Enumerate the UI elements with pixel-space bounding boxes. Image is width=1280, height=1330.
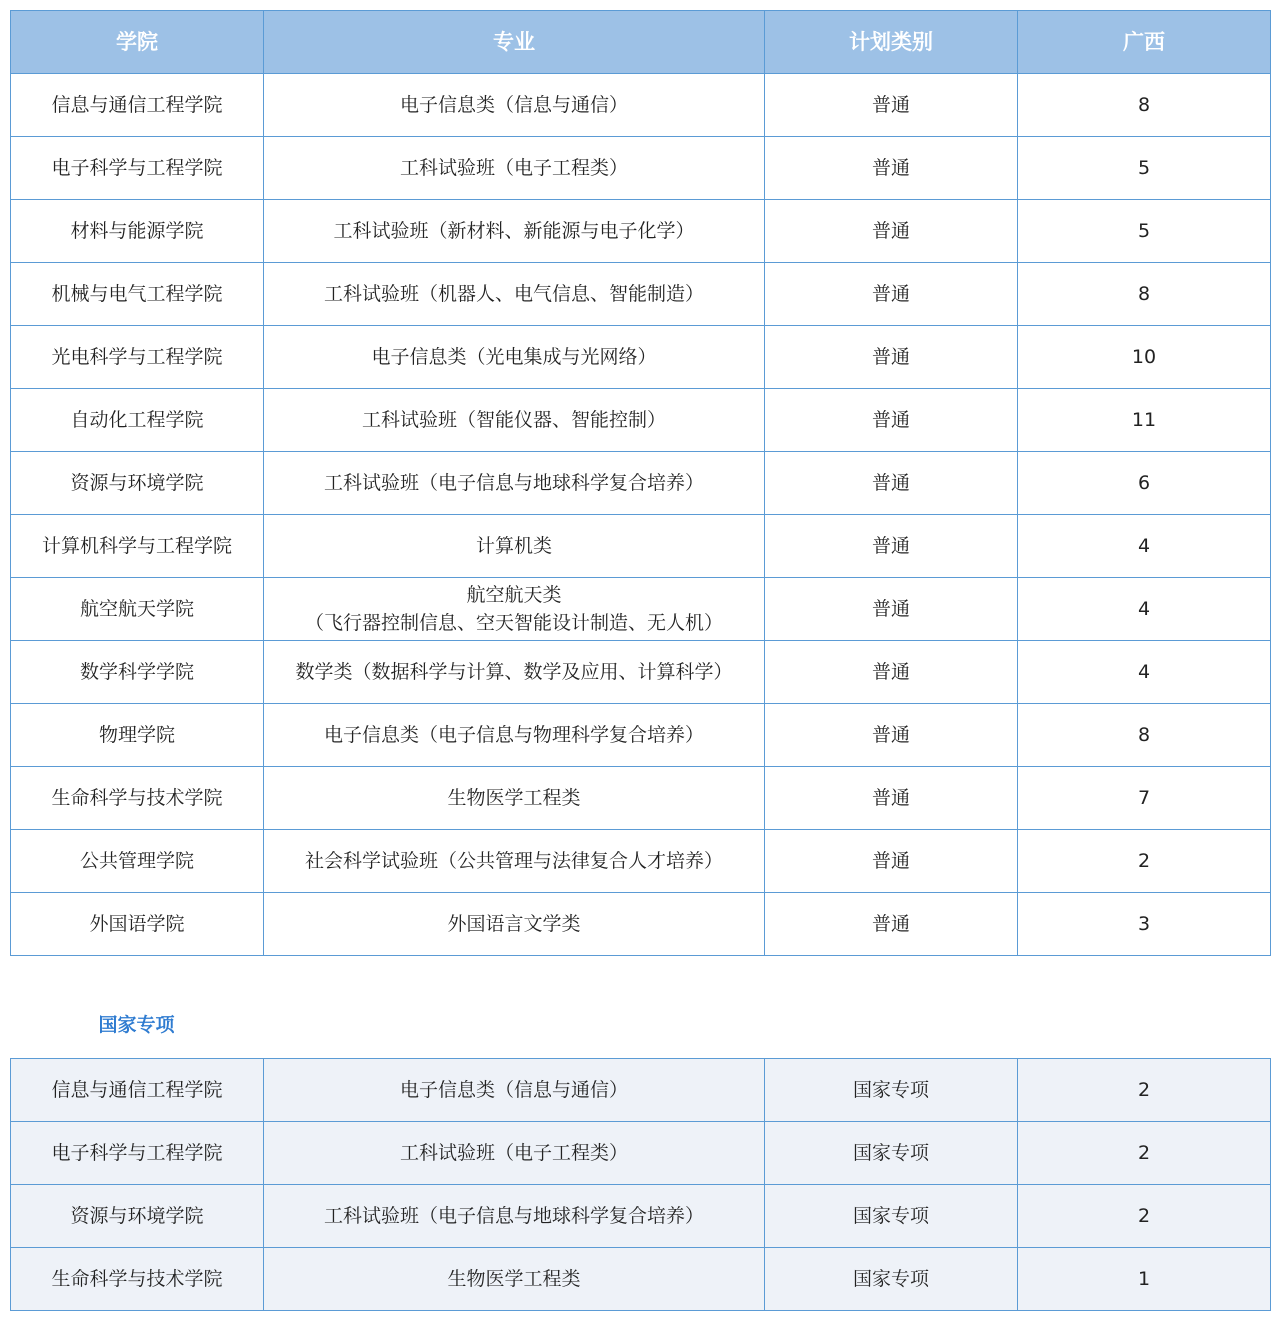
table-row	[11, 830, 1271, 893]
college-cell: 生命科学与技术学院	[11, 767, 264, 830]
quota-cell: 1	[1018, 1248, 1271, 1311]
college-cell: 信息与通信工程学院	[11, 1059, 264, 1122]
table-row	[11, 263, 1271, 326]
college-cell: 电子科学与工程学院	[11, 1122, 264, 1185]
plan-type-cell: 普通	[765, 326, 1018, 389]
quota-cell: 2	[1018, 1059, 1271, 1122]
header-plan-type: 计划类别	[765, 11, 1018, 74]
quota-cell: 2	[1018, 1185, 1271, 1248]
plan-type-cell: 普通	[765, 389, 1018, 452]
table-row	[11, 200, 1271, 263]
quota-cell: 2	[1018, 1122, 1271, 1185]
major-cell: 数学类（数据科学与计算、数学及应用、计算科学）	[264, 641, 765, 704]
table-row	[11, 137, 1271, 200]
quota-cell: 4	[1018, 641, 1271, 704]
major-cell: 外国语言文学类	[264, 893, 765, 956]
major-cell: 电子信息类（信息与通信）	[264, 1059, 765, 1122]
major-cell: 电子信息类（电子信息与物理科学复合培养）	[264, 704, 765, 767]
plan-type-cell: 普通	[765, 704, 1018, 767]
table-row	[11, 452, 1271, 515]
plan-type-cell: 普通	[765, 830, 1018, 893]
plan-type-cell: 普通	[765, 200, 1018, 263]
college-cell: 自动化工程学院	[11, 389, 264, 452]
college-cell: 外国语学院	[11, 893, 264, 956]
plan-type-cell: 普通	[765, 74, 1018, 137]
header-major: 专业	[264, 11, 765, 74]
major-cell: 计算机类	[264, 515, 765, 578]
table-row	[11, 1059, 1271, 1122]
college-cell: 生命科学与技术学院	[11, 1248, 264, 1311]
quota-cell: 8	[1018, 704, 1271, 767]
quota-cell: 6	[1018, 452, 1271, 515]
quota-cell: 4	[1018, 578, 1271, 641]
table-row	[11, 641, 1271, 704]
plan-type-cell: 普通	[765, 263, 1018, 326]
plan-type-cell: 普通	[765, 578, 1018, 641]
quota-cell: 10	[1018, 326, 1271, 389]
table-row	[11, 767, 1271, 830]
quota-cell: 8	[1018, 74, 1271, 137]
plan-type-cell: 国家专项	[765, 1185, 1018, 1248]
plan-type-cell: 普通	[765, 767, 1018, 830]
college-cell: 公共管理学院	[11, 830, 264, 893]
college-cell: 机械与电气工程学院	[11, 263, 264, 326]
college-cell: 信息与通信工程学院	[11, 74, 264, 137]
major-cell: 工科试验班（电子信息与地球科学复合培养）	[264, 452, 765, 515]
table-row	[11, 515, 1271, 578]
national-special-table	[10, 1058, 1271, 1311]
table-row	[11, 704, 1271, 767]
college-cell: 数学科学学院	[11, 641, 264, 704]
quota-cell: 11	[1018, 389, 1271, 452]
quota-cell: 5	[1018, 137, 1271, 200]
quota-cell: 2	[1018, 830, 1271, 893]
quota-cell: 8	[1018, 263, 1271, 326]
table-row	[11, 578, 1271, 641]
major-cell: 工科试验班（电子工程类）	[264, 1122, 765, 1185]
cell-line: （飞行器控制信息、空天智能设计制造、无人机）	[304, 612, 723, 634]
section-title-national-special: 国家专项	[98, 1014, 175, 1036]
major-cell: 生物医学工程类	[264, 767, 765, 830]
major-cell: 电子信息类（信息与通信）	[264, 74, 765, 137]
quota-cell: 3	[1018, 893, 1271, 956]
major-cell: 工科试验班（电子信息与地球科学复合培养）	[264, 1185, 765, 1248]
major-cell: 工科试验班（机器人、电气信息、智能制造）	[264, 263, 765, 326]
college-cell: 光电科学与工程学院	[11, 326, 264, 389]
header-guangxi: 广西	[1018, 11, 1271, 74]
plan-type-cell: 国家专项	[765, 1059, 1018, 1122]
table-row	[11, 893, 1271, 956]
college-cell: 资源与环境学院	[11, 1185, 264, 1248]
plan-type-cell: 国家专项	[765, 1248, 1018, 1311]
plan-type-cell: 普通	[765, 137, 1018, 200]
table-row	[11, 1248, 1271, 1311]
quota-cell: 5	[1018, 200, 1271, 263]
college-cell: 航空航天学院	[11, 578, 264, 641]
plan-type-cell: 普通	[765, 893, 1018, 956]
plan-type-cell: 国家专项	[765, 1122, 1018, 1185]
major-cell: 工科试验班（电子工程类）	[264, 137, 765, 200]
header-row	[11, 11, 1271, 74]
major-cell: 社会科学试验班（公共管理与法律复合人才培养）	[264, 830, 765, 893]
plan-type-cell: 普通	[765, 515, 1018, 578]
college-cell: 电子科学与工程学院	[11, 137, 264, 200]
major-cell: 工科试验班（智能仪器、智能控制）	[264, 389, 765, 452]
table-row	[11, 389, 1271, 452]
college-cell: 资源与环境学院	[11, 452, 264, 515]
table-row	[11, 326, 1271, 389]
major-cell: 工科试验班（新材料、新能源与电子化学）	[264, 200, 765, 263]
table-row	[11, 1185, 1271, 1248]
major-cell	[264, 578, 765, 641]
college-cell: 计算机科学与工程学院	[11, 515, 264, 578]
plan-type-cell: 普通	[765, 641, 1018, 704]
header-college: 学院	[11, 11, 264, 74]
quota-cell: 4	[1018, 515, 1271, 578]
major-cell: 生物医学工程类	[264, 1248, 765, 1311]
plan-type-cell: 普通	[765, 452, 1018, 515]
table-row	[11, 74, 1271, 137]
quota-cell: 7	[1018, 767, 1271, 830]
table-row	[11, 1122, 1271, 1185]
college-cell: 材料与能源学院	[11, 200, 264, 263]
admission-table	[10, 10, 1271, 956]
cell-line: 航空航天类	[466, 584, 562, 606]
college-cell: 物理学院	[11, 704, 264, 767]
major-cell: 电子信息类（光电集成与光网络）	[264, 326, 765, 389]
